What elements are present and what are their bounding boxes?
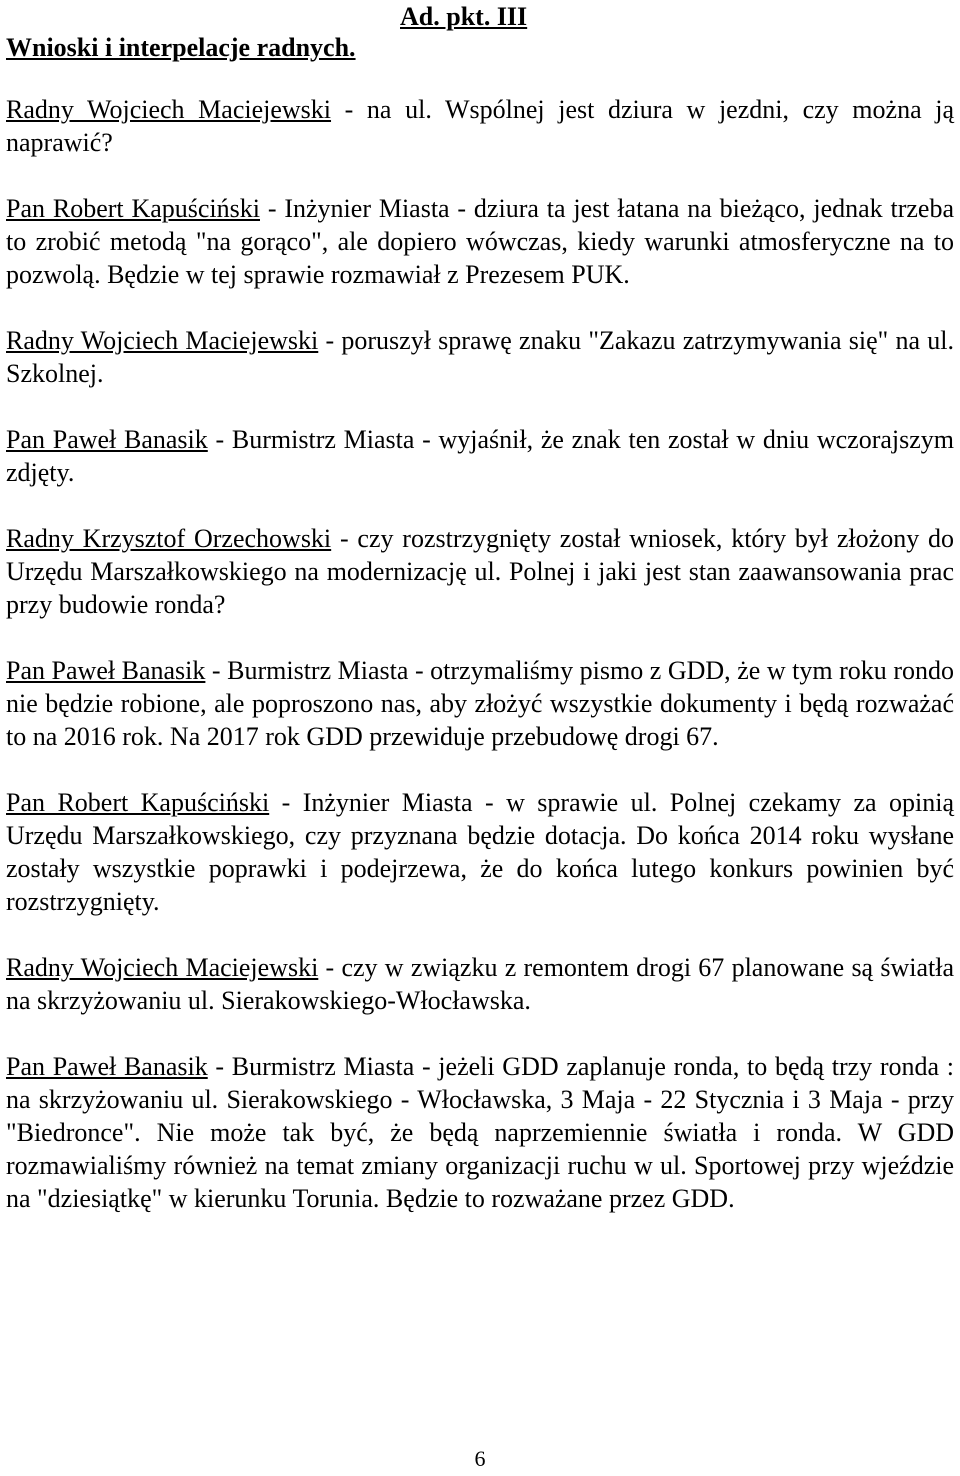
paragraph-text: - poruszył sprawę znaku "Zakazu zatrzymywania się" na ul. Szkolnej. [6,326,955,388]
speaker-name: Pan Paweł Banasik [6,656,206,685]
paragraph [6,192,954,291]
speaker-name: Radny Wojciech Maciejewski [6,326,319,355]
paragraph-text: - czy rozstrzygnięty został wniosek, który był złożony do Urzędu Marszałkowskiego na modernizację ul. Polnej i jaki jest stan zaawansowania prac przy budowie ronda? [6,524,954,619]
paragraph [6,522,954,621]
speaker-name: Pan Paweł Banasik [6,1052,208,1081]
section-title: Wnioski i interpelacje radnych. [6,33,356,62]
agenda-item-reference: Ad. pkt. III [400,2,528,31]
speaker-name: Radny Wojciech Maciejewski [6,95,332,124]
paragraph [6,1050,954,1215]
speaker-name: Radny Wojciech Maciejewski [6,953,319,982]
paragraph-text: - Inżynier Miasta - w sprawie ul. Polnej czekamy za opinią Urzędu Marszałkowskiego, czy przyznana będzie dotacja. Do końca 2014 roku wysłane zostały wszystkie poprawki i podejrzewa, że do końca lutego konkurs powinien być rozstrzygnięty. [6,788,954,916]
paragraph-text: - Burmistrz Miasta - otrzymaliśmy pismo z GDD, że w tym roku rondo nie będzie robione, ale poproszono nas, aby złożyć wszystkie dokumenty i będą rozważać to na 2016 rok. Na 2017 rok GDD przewiduje przebudowę drogi 67. [6,656,954,751]
paragraph [6,324,954,390]
speaker-name: Pan Robert Kapuściński [6,788,270,817]
paragraph [6,786,954,918]
speaker-name: Pan Robert Kapuściński [6,194,260,223]
document-body [6,93,954,1248]
paragraph [6,951,954,1017]
page-number: 6 [474,1446,486,1471]
document-header [6,0,954,64]
speaker-name: Radny Krzysztof Orzechowski [6,524,332,553]
paragraph-text: - na ul. Wspólnej jest dziura w jezdni, czy można ją naprawić? [6,95,954,157]
paragraph [6,423,954,489]
paragraph-text: - Burmistrz Miasta - jeżeli GDD zaplanuje ronda, to będą trzy ronda : na skrzyżowaniu ul. Sierakowskiego - Włocławska, 3 Maja - 22 Stycznia i 3 Maja - przy "Biedronce". Nie może tak być, że będą naprzemiennie światła i ronda. W GDD rozmawialiśmy również na temat zmiany organizacji ruchu w ul. Sportowej przy wjeździe na "dziesiątkę" w kierunku Torunia. Będzie to rozważane przez GDD. [6,1052,954,1213]
paragraph [6,654,954,753]
document-page [6,0,954,1476]
speaker-name: Pan Paweł Banasik [6,425,208,454]
paragraph-text: - Burmistrz Miasta - wyjaśnił, że znak ten został w dniu wczorajszym zdjęty. [6,425,954,487]
paragraph-text: - Inżynier Miasta - dziura ta jest łatana na bieżąco, jednak trzeba to zrobić metodą "na gorąco", ale dopiero wówczas, kiedy warunki atmosferyczne na to pozwolą. Będzie w tej sprawie rozmawiał z Prezesem PUK. [6,194,954,289]
paragraph-text: - czy w związku z remontem drogi 67 planowane są światła na skrzyżowaniu ul. Sierakowskiego-Włocławska. [6,953,955,1015]
paragraph [6,93,954,159]
